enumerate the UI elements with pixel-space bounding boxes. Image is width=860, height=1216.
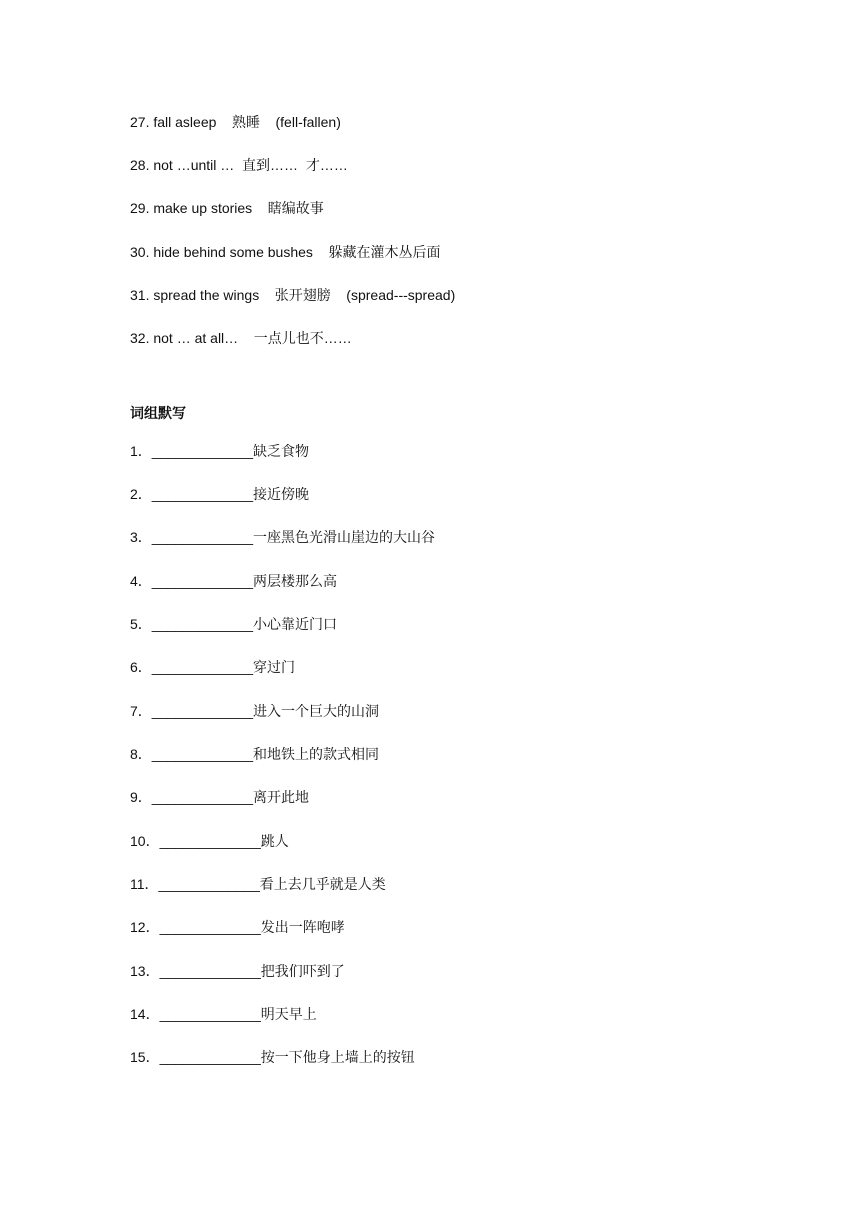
dictation-item-11: 11．_____________看上去几乎就是人类 bbox=[130, 876, 386, 892]
phrase-line-30: 30. hide behind some bushes 躲藏在灌木丛后面 bbox=[130, 244, 441, 260]
dictation-item-3: 3．_____________一座黑色光滑山崖边的大山谷 bbox=[130, 529, 436, 545]
phrase-line-31: 31. spread the wings 张开翅膀 (spread---spread) bbox=[130, 287, 456, 303]
dictation-item-13: 13．_____________把我们吓到了 bbox=[130, 963, 345, 979]
dictation-item-4: 4．_____________两层楼那么高 bbox=[130, 573, 338, 589]
phrase-line-28: 28. not …until … 直到…… 才…… bbox=[130, 157, 348, 173]
phrase-line-27: 27. fall asleep 熟睡 (fell-fallen) bbox=[130, 114, 341, 130]
phrase-line-29: 29. make up stories 瞎编故事 bbox=[130, 200, 324, 216]
dictation-item-7: 7．_____________进入一个巨大的山洞 bbox=[130, 703, 380, 719]
phrase-line-32: 32. not … at all… 一点儿也不…… bbox=[130, 330, 352, 346]
dictation-item-12: 12．_____________发出一阵咆哮 bbox=[130, 919, 345, 935]
dictation-item-5: 5．_____________小心靠近门口 bbox=[130, 616, 338, 632]
dictation-item-10: 10．_____________跳人 bbox=[130, 833, 289, 849]
dictation-item-6: 6．_____________穿过门 bbox=[130, 659, 296, 675]
dictation-item-9: 9．_____________离开此地 bbox=[130, 789, 310, 805]
dictation-item-15: 15．_____________按一下他身上墙上的按钮 bbox=[130, 1049, 415, 1065]
dictation-item-2: 2．_____________接近傍晚 bbox=[130, 486, 310, 502]
dictation-item-1: 1．_____________缺乏食物 bbox=[130, 443, 310, 459]
dictation-heading: 词组默写 bbox=[130, 405, 186, 421]
dictation-item-8: 8．_____________和地铁上的款式相同 bbox=[130, 746, 380, 762]
dictation-item-14: 14．_____________明天早上 bbox=[130, 1006, 317, 1022]
